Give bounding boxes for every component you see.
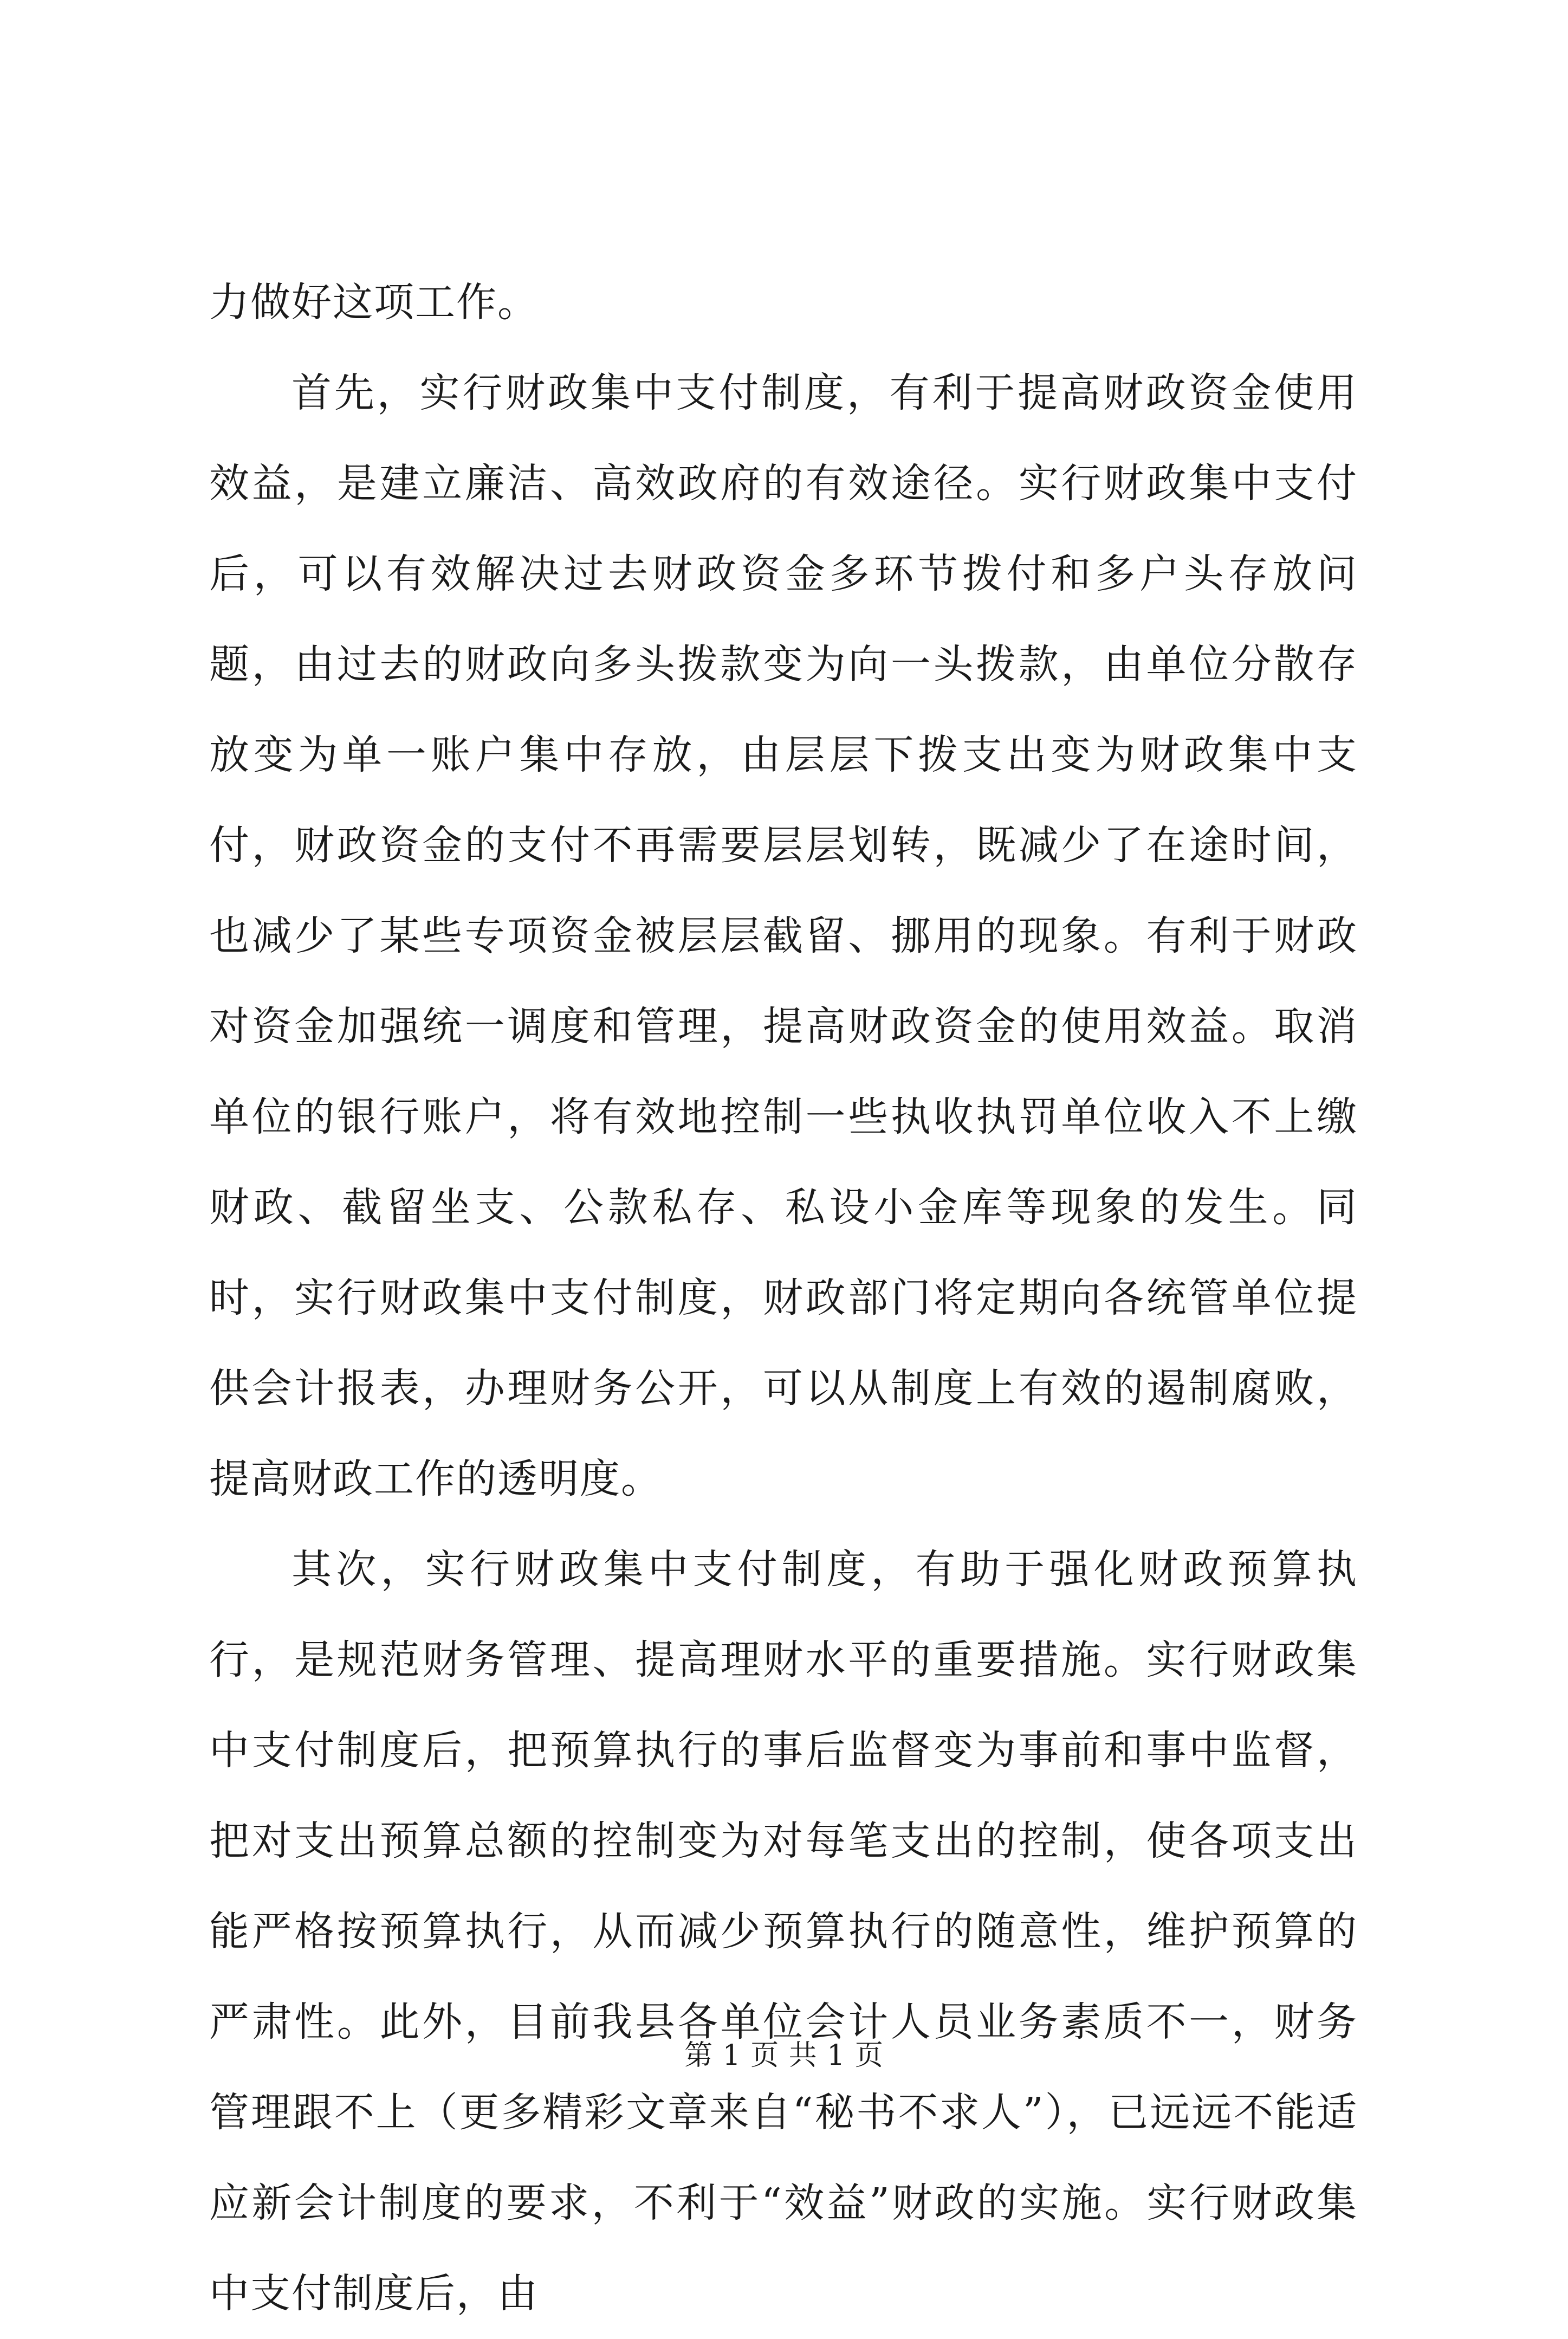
document-body — [209, 257, 1358, 2339]
paragraph-continuation: 力做好这项工作。 — [209, 279, 539, 326]
page-footer: 第 1 页 共 1 页 — [684, 2039, 884, 2072]
paragraph-second-point: 其次，实行财政集中支付制度，有助于强化财政预算执行，是规范财务管理、提高理财水平的重要措施。实行财政集中支付制度后，把预算执行的事后监督变为事前和事中监督，把对支出预算总额的控制变为对每笔支出的控制，使各项支出能严格按预算执行，从而减少预算执行的随意性，维护预算的严肃性。此外，目前我县各单位会计人员业务素质不一，财务管理跟不上（更多精彩文章来自“秘书不求人”），已远远不能适应新会计制度的要求，不利于“效益”财政的实施。实行财政集中支付制度后，由 — [209, 1546, 1358, 2317]
paragraph-first-point: 首先，实行财政集中支付制度，有利于提高财政资金使用效益，是建立廉洁、高效政府的有效途径。实行财政集中支付后，可以有效解决过去财政资金多环节拨付和多户头存放问题，由过去的财政向多头拨款变为向一头拨款，由单位分散存放变为单一账户集中存放，由层层下拨支出变为财政集中支付，财政资金的支付不再需要层层划转，既减少了在途时间，也减少了某些专项资金被层层截留、挪用的现象。有利于财政对资金加强统一调度和管理，提高财政资金的使用效益。取消单位的银行账户，将有效地控制一些执收执罚单位收入不上缴财政、截留坐支、公款私存、私设小金库等现象的发生。同时，实行财政集中支付制度，财政部门将定期向各统管单位提供会计报表，办理财务公开，可以从制度上有效的遏制腐败，提高财政工作的透明度。 — [209, 370, 1358, 1502]
